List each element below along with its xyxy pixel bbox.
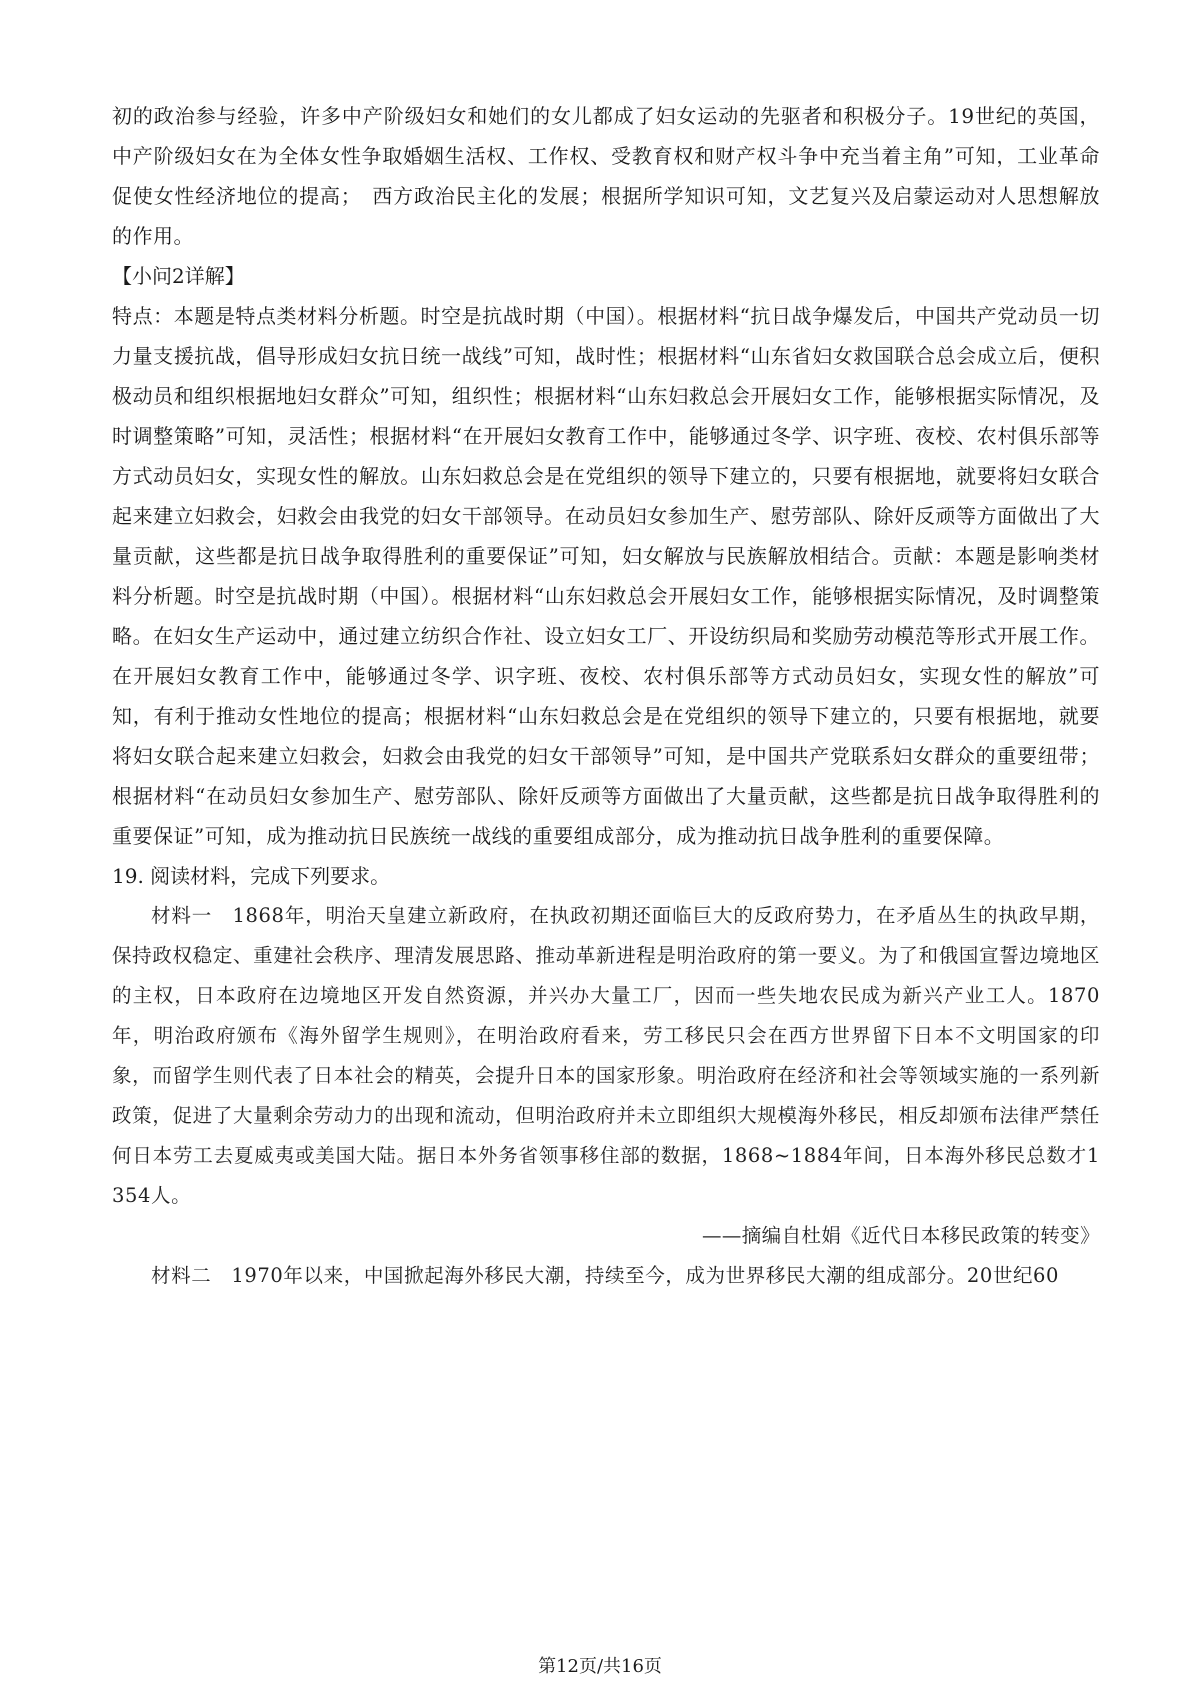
answer-paragraph-detail: 特点：本题是特点类材料分析题。时空是抗战时期（中国）。根据材料“抗日战争爆发后，中国共产党动员一切力量支援抗战，倡导形成妇女抗日统一战线”可知，战时性；根据材料“山东省妇女救国联合总会成立后，便积极动员和组织根据地妇女群众”可知，组织性；根据材料“山东妇救总会开展妇女工作，能够根据实际情况，及时调整策略”可知，灵活性；根据材料“在开展妇女教育工作中，能够通过冬学、识字班、夜校、农村俱乐部等方式动员妇女，实现女性的解放。山东妇救总会是在党组织的领导下建立的，只要有根据地，就要将妇女联合起来建立妇救会，妇救会由我党的妇女干部领导。在动员妇女参加生产、慰劳部队、除奸反顽等方面做出了大量贡献，这些都是抗日战争取得胜利的重要保证”可知，妇女解放与民族解放相结合。贡献：本题是影响类材料分析题。时空是抗战时期（中国）。根据材料“山东妇救总会开展妇女工作，能够根据实际情况，及时调整策略。在妇女生产运动中，通过建立纺织合作社、设立妇女工厂、开设纺织局和奖励劳动模范等形式开展工作。在开展妇女教育工作中，能够通过冬学、识字班、夜校、农村俱乐部等方式动员妇女，实现女性的解放”可知，有利于推动女性地位的提高；根据材料“山东妇救总会是在党组织的领导下建立的，只要有根据地，就要将妇女联合起来建立妇救会，妇救会由我党的妇女干部领导”可知，是中国共产党联系妇女群众的重要纽带；根据材料“在动员妇女参加生产、慰劳部队、除奸反顽等方面做出了大量贡献，这些都是抗日战争取得胜利的重要保证”可知，成为推动抗日民族统一战线的重要组成部分，成为推动抗日战争胜利的重要保障。 bbox=[112, 304, 1100, 848]
answer-paragraph-continued: 初的政治参与经验，许多中产阶级妇女和她们的女儿都成了妇女运动的先驱者和积极分子。19世纪的英国，中产阶级妇女在为全体女性争取婚姻生活权、工作权、受教育权和财产权斗争中充当着主角”可知，工业革命促使女性经济地位的提高； 西方政治民主化的发展；根据所学知识可知，文艺复兴及启蒙运动对人思想解放的作用。 bbox=[112, 104, 1100, 248]
material-1-source: ——摘编自杜娟《近代日本移民政策的转变》 bbox=[701, 1224, 1100, 1247]
document-body bbox=[112, 96, 1100, 1296]
material-1: 材料一 1868年，明治天皇建立新政府，在执政初期还面临巨大的反政府势力，在矛盾丛生的执政早期，保持政权稳定、重建社会秩序、理清发展思路、推动革新进程是明治政府的第一要义。为了和俄国宣誓边境地区的主权，日本政府在边境地区开发自然资源，并兴办大量工厂，因而一些失地农民成为新兴产业工人。1870年，明治政府颁布《海外留学生规则》，在明治政府看来，劳工移民只会在西方世界留下日本不文明国家的印象，而留学生则代表了日本社会的精英，会提升日本的国家形象。明治政府在经济和社会等领域实施的一系列新政策，促进了大量剩余劳动力的出现和流动，但明治政府并未立即组织大规模海外移民，相反却颁布法律严禁任何日本劳工去夏威夷或美国大陆。据日本外务省领事移住部的数据，1868~1884年间，日本海外移民总数才1354人。 bbox=[112, 904, 1100, 1207]
section-heading: 【小问2详解】 bbox=[112, 264, 245, 288]
question-19-prompt: 19. 阅读材料，完成下列要求。 bbox=[112, 864, 391, 888]
material-2: 材料二 1970年以来，中国掀起海外移民大潮，持续至今，成为世界移民大潮的组成部分。20世纪60 bbox=[151, 1264, 1060, 1287]
page-footer: 第12页/共16页 bbox=[538, 1656, 662, 1677]
